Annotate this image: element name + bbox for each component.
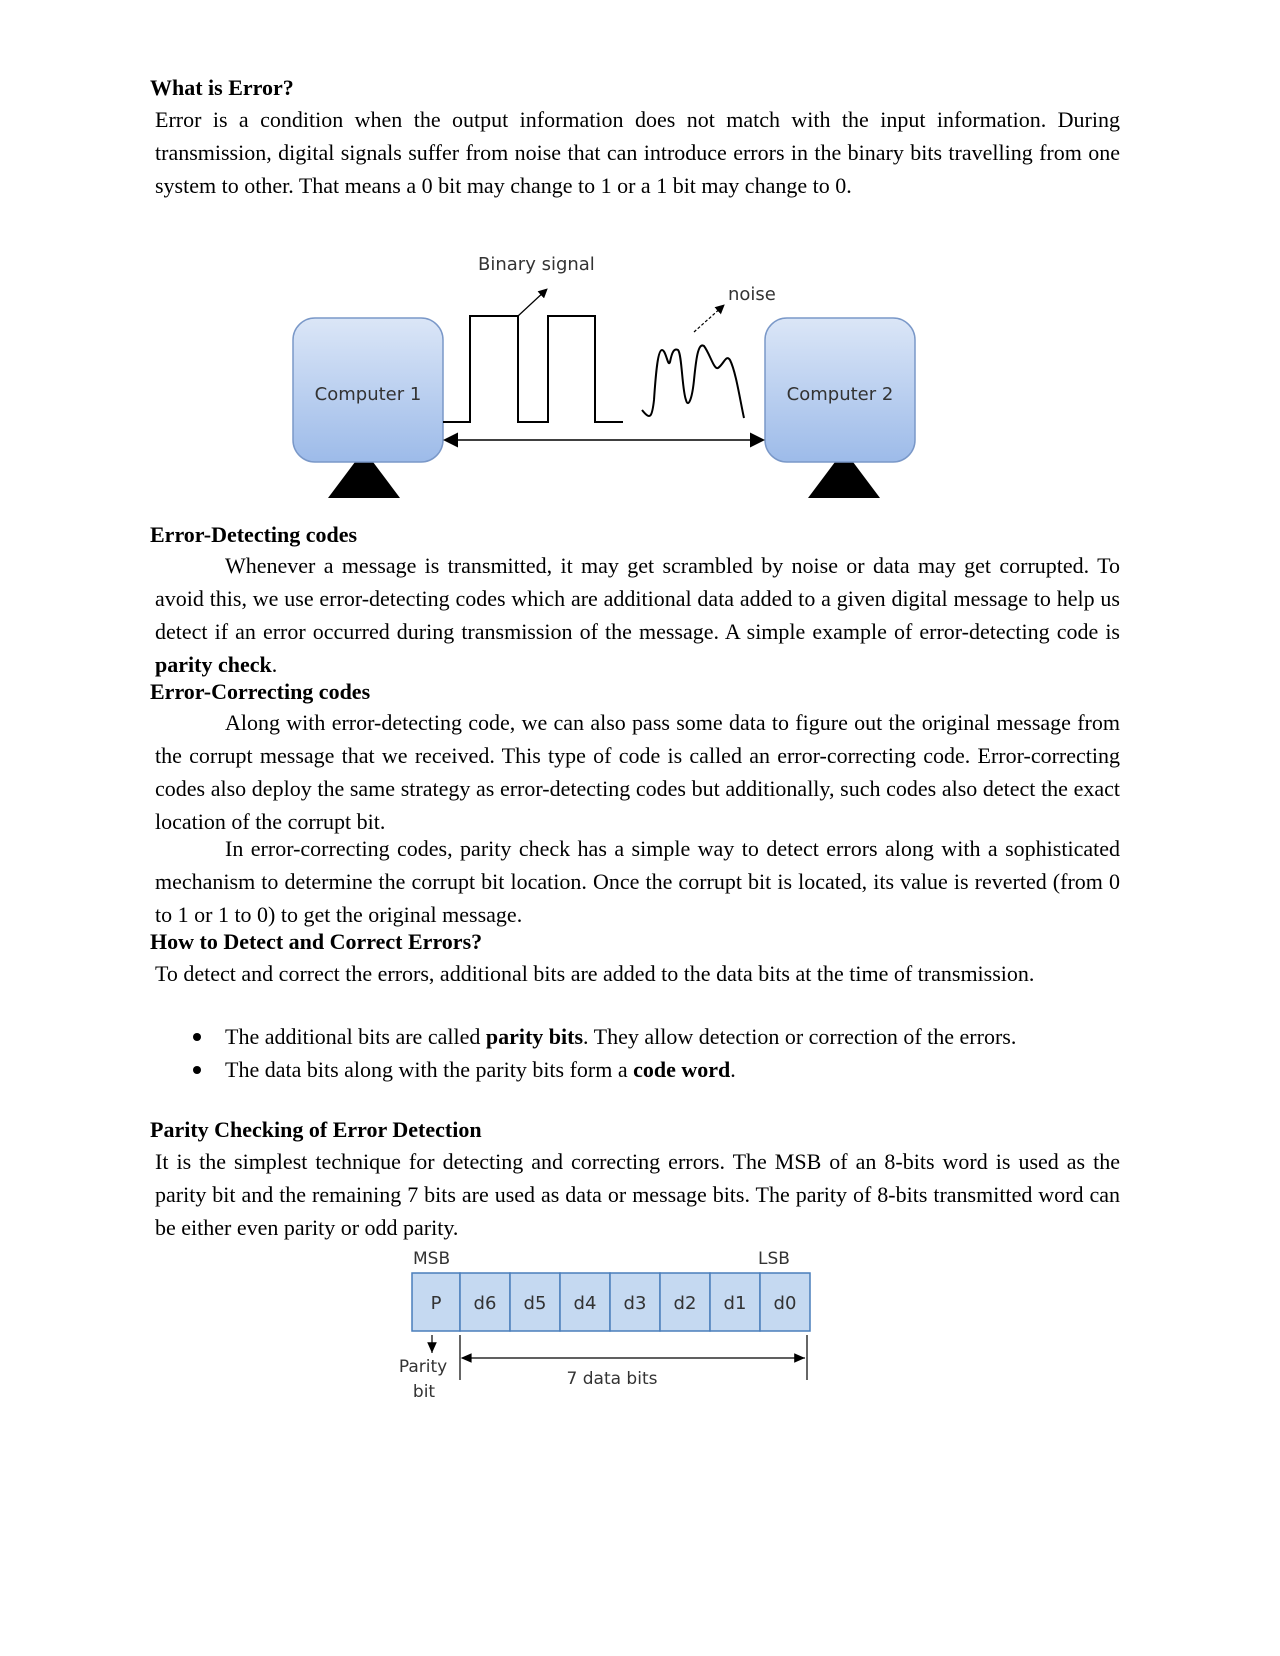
error-detecting-text: Whenever a message is transmitted, it may get scrambled by noise or data may get corrupted. To avoid this, we use error-detecting codes which are additional data added to a given digital message to help us detect if an error occurred during transmission of the message. A simple example of error-detecting code is bbox=[155, 553, 1120, 644]
bit-cell-label-d6: d6 bbox=[473, 1293, 497, 1314]
bit-cell-label-P: P bbox=[430, 1293, 442, 1314]
binary-signal-label: Binary signal bbox=[478, 254, 595, 275]
parity-bits-term: parity bits bbox=[485, 1024, 584, 1049]
data-bits-label: 7 data bits bbox=[566, 1369, 658, 1389]
paragraph-error-correcting-1: Along with error-detecting code, we can also pass some data to figure out the original message from the corrupt message that we received. This type of code is called an error-correcting code. Error-correcting codes also deploy the same strategy as error-detecting codes but additionally, such codes also detect the exact location of the corrupt bit. bbox=[155, 710, 1120, 834]
bullet-icon bbox=[193, 1033, 201, 1041]
parity-label-line1: Parity bbox=[398, 1357, 448, 1377]
computer2-label: Computer 2 bbox=[786, 384, 894, 405]
parity-bullet-list bbox=[155, 1020, 1120, 1086]
bit-cell-label-d2: d2 bbox=[673, 1293, 697, 1314]
heading-parity-checking: Parity Checking of Error Detection bbox=[150, 1117, 482, 1142]
paragraph-error-detecting bbox=[155, 549, 1120, 681]
bit-cell-label-d5: d5 bbox=[523, 1293, 547, 1314]
bit-cell-label-d3: d3 bbox=[623, 1293, 647, 1314]
heading-error-detecting-codes: Error-Detecting codes bbox=[150, 522, 358, 547]
list-item bbox=[155, 1053, 1120, 1086]
parity-check-term: parity check bbox=[155, 652, 272, 677]
noise-pointer bbox=[694, 306, 723, 332]
error-transmission-diagram bbox=[290, 250, 930, 510]
bullet-icon bbox=[193, 1066, 201, 1074]
code-word-term: code word bbox=[633, 1057, 731, 1082]
paragraph-error-definition: Error is a condition when the output information does not match with the input information. During transmission, digital signals suffer from noise that can introduce errors in the binary bits travelling from one system to other. That means a 0 bit may change to 1 or a 1 bit may change to 0. bbox=[155, 107, 1120, 198]
binary-signal-wave bbox=[443, 316, 623, 422]
computer2-stand bbox=[808, 458, 880, 498]
bit-cell-label-d0: d0 bbox=[773, 1293, 797, 1314]
bullet1-text-end: . They allow detection or correction of the errors. bbox=[583, 1024, 1017, 1049]
heading-detect-correct-errors: How to Detect and Correct Errors? bbox=[150, 929, 483, 954]
bit-cells bbox=[412, 1273, 810, 1331]
noise-wave bbox=[642, 345, 744, 418]
binary-signal-pointer bbox=[518, 290, 546, 316]
lsb-label: LSB bbox=[758, 1249, 790, 1269]
bit-cell-label-d4: d4 bbox=[573, 1293, 597, 1314]
msb-label: MSB bbox=[413, 1249, 451, 1269]
error-detecting-text-end: . bbox=[271, 652, 278, 677]
noise-label: noise bbox=[728, 284, 776, 305]
parity-label-line2: bit bbox=[412, 1382, 436, 1402]
bullet1-text: The additional bits are called bbox=[225, 1024, 486, 1049]
bullet2-text: The data bits along with the parity bits form a bbox=[225, 1057, 634, 1082]
computer1-label: Computer 1 bbox=[314, 384, 422, 405]
paragraph-parity-checking: It is the simplest technique for detecting and correcting errors. The MSB of an 8-bits word is used as the parity bit and the remaining 7 bits are used as data or message bits. The parity of 8-bits transmitted word can be either even parity or odd parity. bbox=[155, 1149, 1120, 1240]
heading-error-correcting-codes: Error-Correcting codes bbox=[150, 679, 371, 704]
parity-bit-diagram bbox=[395, 1245, 825, 1415]
computer1-stand bbox=[328, 458, 400, 498]
bullet2-text-end: . bbox=[730, 1057, 736, 1082]
paragraph-error-correcting-2: In error-correcting codes, parity check has a simple way to detect errors along with a sophisticated mechanism to determine the corrupt bit location. Once the corrupt bit is located, its value is reverted (from 0 to 1 or 1 to 0) to get the original message. bbox=[155, 836, 1120, 927]
paragraph-detect-correct: To detect and correct the errors, additional bits are added to the data bits at the time of transmission. bbox=[155, 961, 1035, 986]
bit-cell-label-d1: d1 bbox=[723, 1293, 747, 1314]
heading-what-is-error: What is Error? bbox=[150, 75, 294, 100]
list-item bbox=[155, 1020, 1120, 1053]
